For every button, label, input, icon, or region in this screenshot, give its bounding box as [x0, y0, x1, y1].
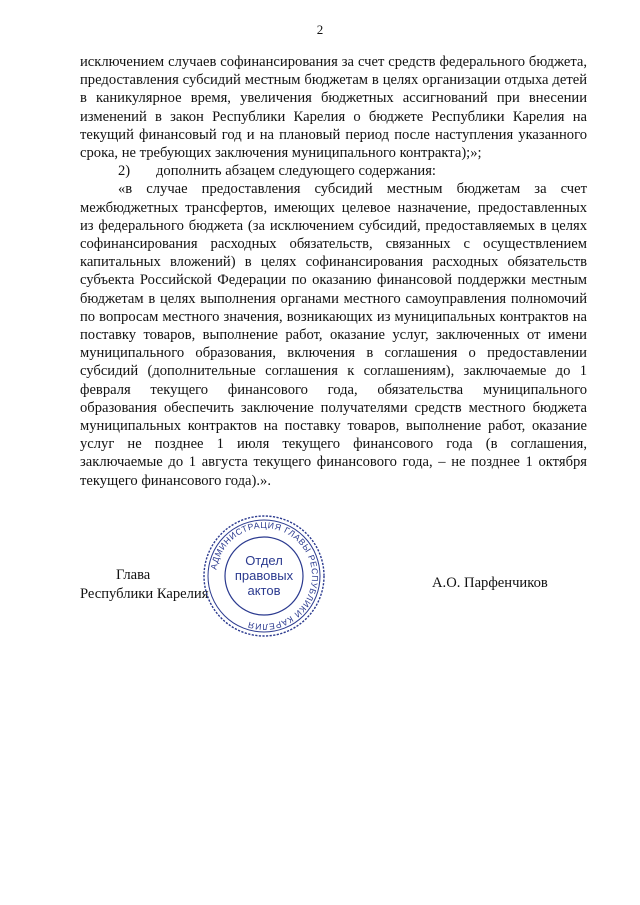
- stamp-line1: Отдел: [245, 553, 283, 568]
- stamp-line3: актов: [247, 583, 281, 598]
- document-body: [80, 53, 587, 490]
- stamp-line2: правовых: [234, 568, 294, 583]
- stamp-ring-text: АДМИНИСТРАЦИЯ ГЛАВЫ РЕСПУБЛИКИ КАРЕЛИЯ: [208, 519, 321, 633]
- signatory-name: А.О. Парфенчиков: [432, 575, 548, 591]
- official-stamp: [202, 514, 326, 638]
- paragraph-quoted-amendment: «в случае предоставления субсидий местным бюджетам за счет межбюджетных трансфертов, имеющих целевое назначение, предоставленных из федерального бюджета (за исключением субсидий, предоставляемых в целях софинансирования расходных обязательств, связанных с осуществлением капитальных вложений) в целях софинансирования расходных обязательств субъекта Российской Федерации по оказанию финансовой поддержки местным бюджетам в целях выполнения органами местного самоуправления полномочий по вопросам местного значения, возникающих из муниципальных контрактов на поставку товаров, выполнение работ, оказание услуг, заключенных от имени муниципального образования, включения в соглашения о предоставлении субсидий (дополнительные соглашения к соглашениям), заключаемые до 1 февраля текущего финансового года, обязательства муниципального образования обеспечить заключение получателями средств местного бюджета муниципальных контрактов на поставку товаров, выполнение работ, оказание услуг не позднее 1 июля текущего финансового года (в соглашения, заключаемые до 1 августа текущего финансового года, – не позднее 1 октября текущего финансового года).».: [80, 181, 587, 489]
- page-number: 2: [316, 22, 324, 37]
- signature-title-line2: Республики Карелия: [80, 585, 209, 602]
- list-item: [80, 162, 587, 180]
- signature-title: [80, 566, 208, 603]
- list-item-number: 2): [118, 163, 131, 180]
- list-item-text: дополнить абзацем следующего содержания:: [156, 163, 436, 180]
- signature-title-line1: Глава: [116, 567, 151, 583]
- paragraph-continuation: исключением случаев софинансирования за счет средств федерального бюджета, предоставления субсидий местным бюджетам в целях организации отдыха детей в каникулярное время, увеличения бюджетных ассигнований при внесении изменений в закон Республики Карелия о бюджете Республики Карелия на текущий финансовый год и на плановый период после наступления указанного срока, не требующих заключения муниципального контракта);»;: [80, 54, 587, 162]
